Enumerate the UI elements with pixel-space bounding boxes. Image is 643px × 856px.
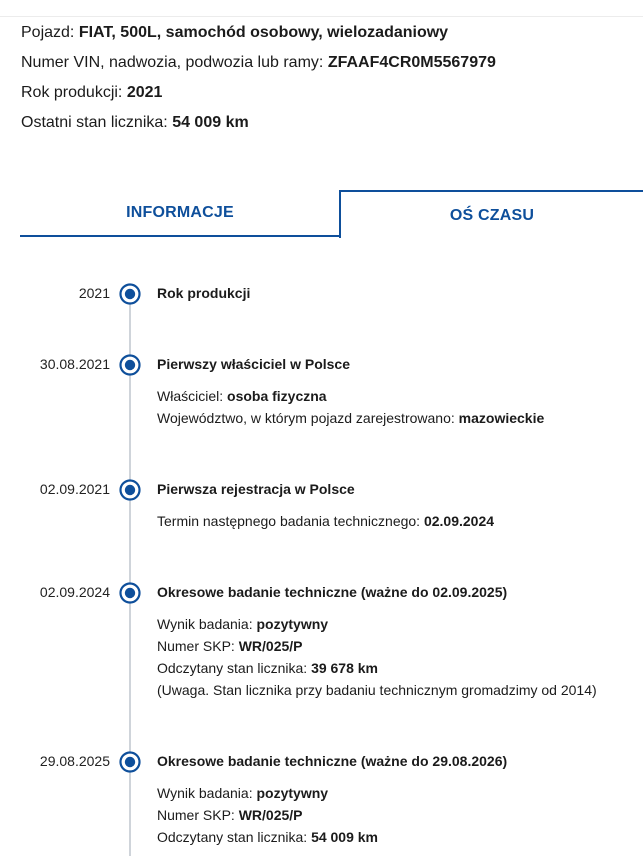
event-detail-label: Numer SKP: bbox=[157, 807, 239, 823]
event-body bbox=[157, 283, 637, 303]
event-detail-label: Odczytany stan licznika: bbox=[157, 829, 312, 845]
event-date: 2021 bbox=[78, 285, 110, 301]
event-body bbox=[157, 354, 637, 429]
event-detail-row bbox=[157, 804, 637, 826]
event-detail-row bbox=[157, 407, 637, 429]
event-detail-label: (Uwaga. Stan licznika przy badaniu technicznym gromadzimy od 2014) bbox=[157, 682, 597, 698]
event-detail-row bbox=[157, 510, 637, 532]
event-detail-value: osoba fizyczna bbox=[227, 388, 327, 404]
event-details bbox=[157, 385, 637, 429]
event-details bbox=[157, 510, 637, 532]
event-date: 02.09.2021 bbox=[39, 481, 110, 497]
event-title: Rok produkcji bbox=[157, 285, 251, 301]
event-title: Okresowe badanie techniczne (ważne do 29.08.2026) bbox=[157, 753, 508, 769]
event-detail-row bbox=[157, 657, 637, 679]
vehicle-type-label: Pojazd: bbox=[21, 24, 75, 41]
event-body bbox=[157, 582, 637, 701]
mileage-value: 54 009 km bbox=[172, 114, 249, 131]
event-detail-row bbox=[157, 635, 637, 657]
production-year-value: 2021 bbox=[126, 84, 163, 101]
tab-informacje[interactable]: INFORMACJE bbox=[20, 190, 340, 237]
event-body bbox=[157, 751, 637, 848]
event-detail-row bbox=[157, 826, 637, 848]
event-detail-value: 39 678 km bbox=[311, 660, 379, 676]
event-detail-row bbox=[157, 385, 637, 407]
event-title: Okresowe badanie techniczne (ważne do 02.09.2025) bbox=[157, 584, 508, 600]
event-date: 29.08.2025 bbox=[39, 753, 110, 769]
event-detail-label: Wynik badania: bbox=[157, 785, 257, 801]
event-detail-label: Właściciel: bbox=[157, 388, 228, 404]
production-year-label: Rok produkcji: bbox=[21, 84, 123, 101]
event-title: Pierwszy właściciel w Polsce bbox=[157, 356, 350, 372]
mileage-label: Ostatni stan licznika: bbox=[21, 114, 168, 131]
event-date: 02.09.2024 bbox=[39, 584, 110, 600]
event-detail-value: pozytywny bbox=[256, 616, 329, 632]
timeline-dot-icon bbox=[119, 582, 141, 604]
event-detail-label: Termin następnego badania technicznego: bbox=[157, 513, 424, 529]
event-detail-value: mazowieckie bbox=[458, 410, 545, 426]
event-detail-label: Województwo, w którym pojazd zarejestrowano: bbox=[157, 410, 459, 426]
event-body bbox=[157, 479, 637, 532]
event-title: Pierwsza rejestracja w Polsce bbox=[157, 481, 355, 497]
event-detail-label: Numer SKP: bbox=[157, 638, 239, 654]
event-details bbox=[157, 782, 637, 848]
timeline-dot-icon bbox=[119, 283, 141, 305]
tab-os-czasu[interactable]: OŚ CZASU bbox=[339, 190, 643, 238]
timeline-dot-icon bbox=[119, 751, 141, 773]
vin-label: Numer VIN, nadwozia, podwozia lub ramy: bbox=[21, 54, 324, 71]
timeline-dot-icon bbox=[119, 479, 141, 501]
event-detail-row bbox=[157, 679, 637, 701]
event-detail-label: Odczytany stan licznika: bbox=[157, 660, 312, 676]
event-detail-value: WR/025/P bbox=[238, 807, 303, 823]
event-date: 30.08.2021 bbox=[39, 356, 110, 372]
vin-value: ZFAAF4CR0M5567979 bbox=[327, 54, 496, 71]
event-detail-value: WR/025/P bbox=[238, 638, 303, 654]
timeline-dot-icon bbox=[119, 354, 141, 376]
event-detail-value: 02.09.2024 bbox=[423, 513, 495, 529]
event-detail-label: Wynik badania: bbox=[157, 616, 257, 632]
event-detail-value: pozytywny bbox=[256, 785, 329, 801]
event-detail-row bbox=[157, 613, 637, 635]
event-detail-row bbox=[157, 782, 637, 804]
event-detail-value: 54 009 km bbox=[311, 829, 379, 845]
vehicle-type-value: FIAT, 500L, samochód osobowy, wielozadaniowy bbox=[78, 24, 449, 41]
event-details bbox=[157, 613, 637, 701]
